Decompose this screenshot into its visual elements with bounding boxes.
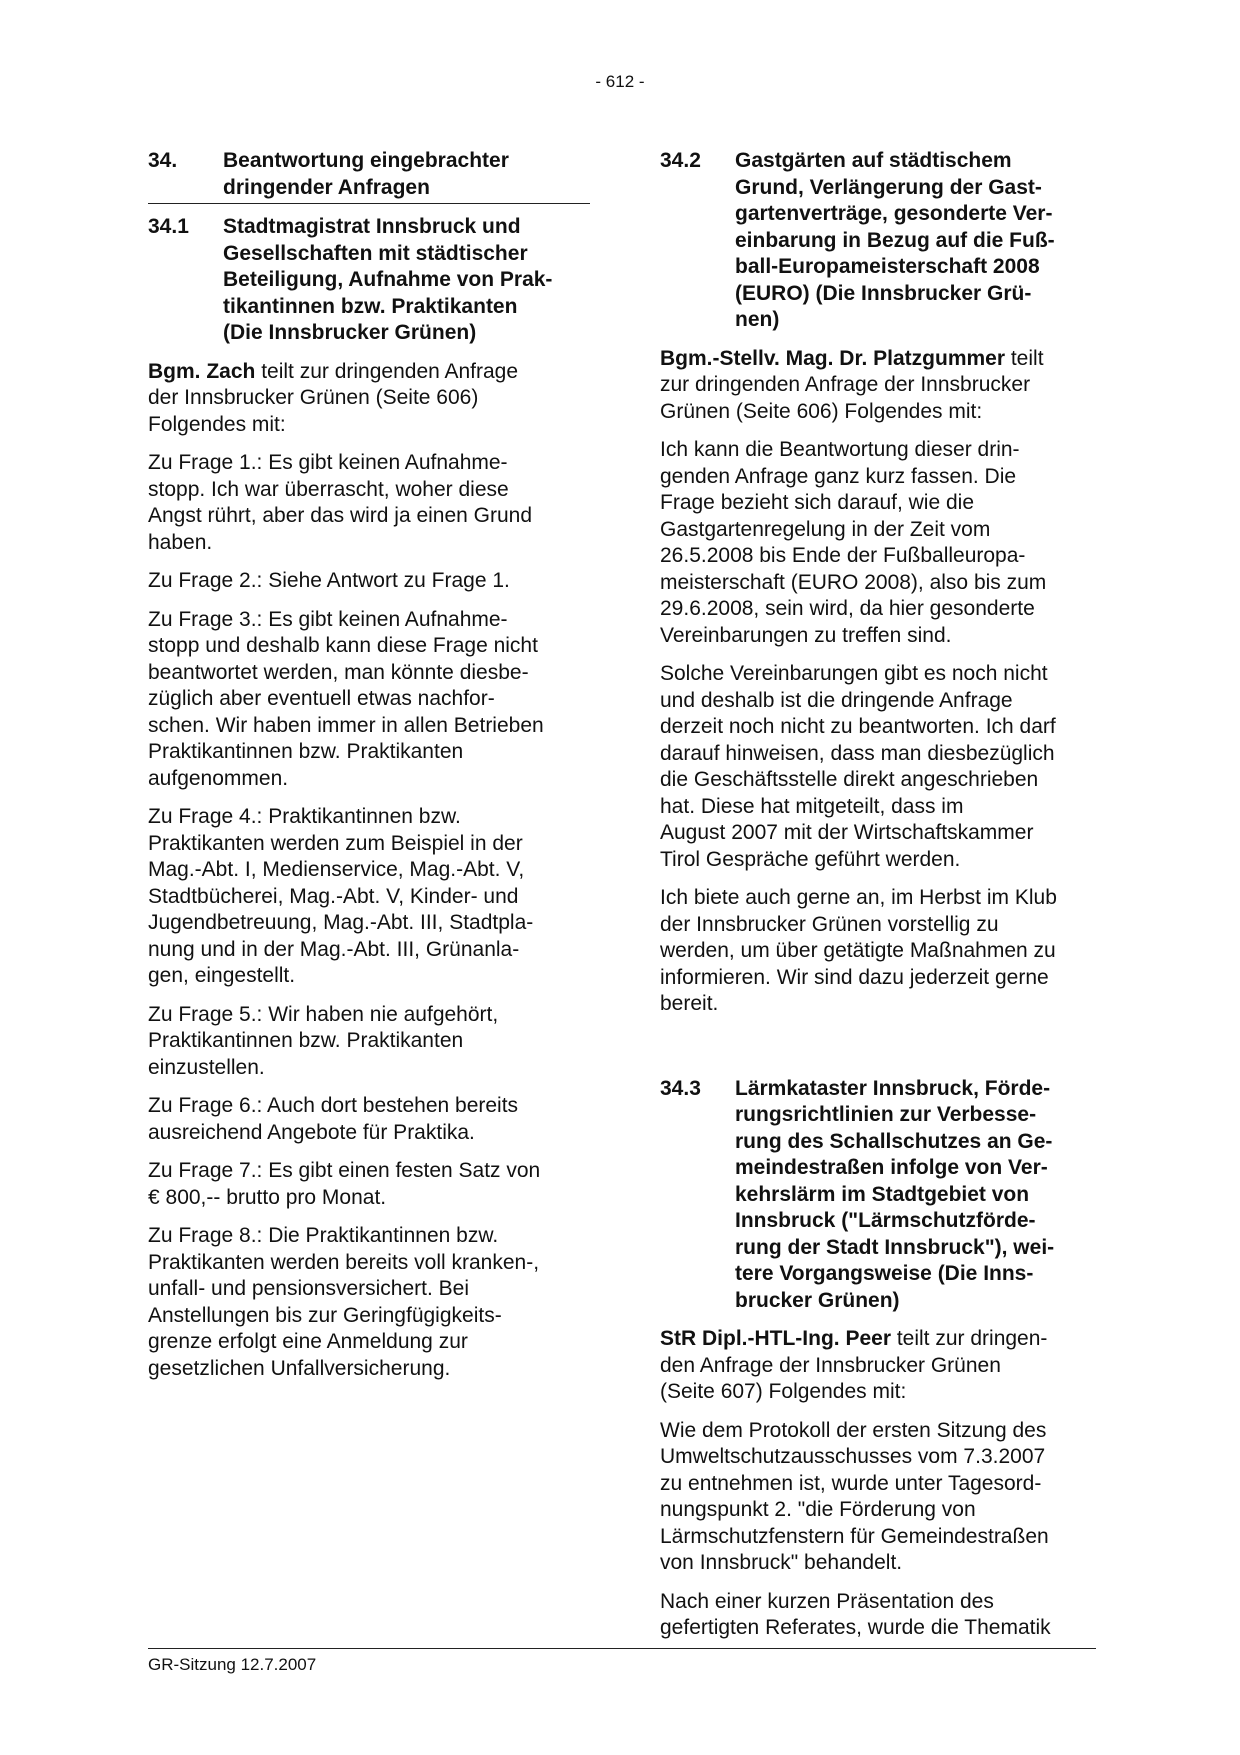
text-line: aufgenommen.	[148, 766, 289, 790]
title-line: einbarung in Bezug auf die Fuß-	[735, 228, 1055, 252]
text-line: grenze erfolgt eine Anmeldung zur	[148, 1330, 468, 1353]
text-line: 29.6.2008, sein wird, da hier gesonderte	[660, 597, 1035, 620]
title-line: (EURO) (Die Innsbrucker Grü-	[735, 281, 1032, 305]
text-line: Praktikantinnen bzw. Praktikanten	[148, 1029, 464, 1052]
section-number: 34.	[148, 149, 178, 172]
text-line: Praktikanten werden zum Beispiel in der	[148, 831, 523, 855]
text-line: Zu Frage 2.: Siehe Antwort zu Frage 1.	[148, 569, 510, 592]
title-line: Innsbruck ("Lärmschutzförde-	[735, 1209, 1036, 1232]
section-number: 34.2	[660, 149, 701, 172]
text-line: nungspunkt 2. "die Förderung von	[660, 1498, 976, 1521]
text-line: Zu Frage 4.: Praktikantinnen bzw.	[148, 805, 461, 828]
right-column	[660, 148, 1096, 1654]
text-line	[660, 346, 1096, 373]
text-line: der Innsbrucker Grünen (Seite 606)	[148, 386, 479, 409]
answer-paragraph	[148, 1223, 590, 1382]
text-line: derzeit noch nicht zu beantworten. Ich darf	[660, 715, 1056, 738]
text-line: Angst rührt, aber das wird ja einen Grund	[148, 504, 533, 527]
text-line: Stadtbücherei, Mag.-Abt. V, Kinder- und	[148, 884, 519, 908]
text-line: beantwortet werden, man könnte diesbe-	[148, 660, 529, 684]
title-line: Stadtmagistrat Innsbruck und	[223, 215, 521, 238]
text-fragment: teilt zur dringenden Anfrage	[255, 359, 519, 383]
text-line: Praktikantinnen bzw. Praktikanten	[148, 740, 464, 763]
title-line: Gastgärten auf städtischem	[735, 149, 1012, 172]
text-line: Gastgartenregelung in der Zeit vom	[660, 517, 991, 541]
text-line: Tirol Gespräche geführt werden.	[660, 847, 961, 871]
text-line: Anstellungen bis zur Geringfügigkeits-	[148, 1303, 502, 1327]
title-line: Lärmkataster Innsbruck, Förde-	[735, 1076, 1051, 1100]
title-line: Grund, Verlängerung der Gast-	[735, 175, 1042, 199]
text-line: Zu Frage 5.: Wir haben nie aufgehört,	[148, 1002, 499, 1026]
answer-paragraph	[148, 1093, 590, 1146]
text-line: Zu Frage 8.: Die Praktikantinnen bzw.	[148, 1224, 499, 1247]
title-line: (Die Innsbrucker Grünen)	[223, 321, 477, 344]
text-line: einzustellen.	[148, 1055, 265, 1079]
text-line: hat. Diese hat mitgeteilt, dass im	[660, 794, 964, 818]
text-line: Nach einer kurzen Präsentation des	[660, 1589, 994, 1613]
text-line: werden, um über getätigte Maßnahmen zu	[660, 939, 1056, 962]
text-line: Frage bezieht sich darauf, wie die	[660, 491, 975, 514]
title-line: Beantwortung eingebrachter	[223, 149, 509, 172]
text-line: gen, eingestellt.	[148, 964, 296, 987]
page-number: - 612 -	[595, 72, 645, 91]
title-line: rung des Schallschutzes an Ge-	[735, 1129, 1053, 1153]
text-line: August 2007 mit der Wirtschaftskammer	[660, 821, 1034, 844]
text-line: Mag.-Abt. I, Medienservice, Mag.-Abt. V,	[148, 858, 525, 881]
text-line: informieren. Wir sind dazu jederzeit gerne	[660, 965, 1049, 989]
left-column	[148, 148, 590, 1394]
section-title	[223, 148, 590, 201]
title-line: tikantinnen bzw. Praktikanten	[223, 294, 518, 318]
answer-paragraph	[148, 450, 590, 556]
text-line: bereit.	[660, 992, 719, 1015]
text-line: Ich kann die Beantwortung dieser drin-	[660, 438, 1020, 461]
answer-paragraph	[660, 437, 1096, 649]
section-34-3-heading	[660, 1076, 1096, 1315]
text-line: zu entnehmen ist, wurde unter Tagesord-	[660, 1471, 1042, 1495]
intro-paragraph	[148, 359, 590, 439]
text-line: genden Anfrage ganz kurz fassen. Die	[660, 464, 1017, 488]
text-line: (Seite 607) Folgendes mit:	[660, 1380, 907, 1403]
text-line: schen. Wir haben immer in allen Betrieben	[148, 713, 544, 737]
section-34-2-heading	[660, 148, 1096, 334]
text-line: Wie dem Protokoll der ersten Sitzung des	[660, 1418, 1047, 1442]
section-title	[223, 214, 590, 347]
answer-paragraph	[148, 568, 590, 595]
text-line: Zu Frage 7.: Es gibt einen festen Satz von	[148, 1159, 541, 1182]
text-line	[660, 1326, 1096, 1353]
title-line: meindestraßen infolge von Ver-	[735, 1156, 1048, 1179]
intro-paragraph	[660, 346, 1096, 426]
answer-paragraph	[660, 1589, 1096, 1642]
section-title	[735, 1076, 1096, 1315]
text-line: nung und in der Mag.-Abt. III, Grünanla-	[148, 937, 520, 961]
text-line: Lärmschutzfenstern für Gemeindestraßen	[660, 1524, 1049, 1548]
speaker-name: Bgm. Zach	[148, 359, 256, 383]
text-line: Praktikanten werden bereits voll kranken-,	[148, 1250, 540, 1274]
title-line: kehrslärm im Stadtgebiet von	[735, 1182, 1030, 1206]
text-line: 26.5.2008 bis Ende der Fußballeuropa-	[660, 544, 1026, 567]
text-line: der Innsbrucker Grünen vorstellig zu	[660, 912, 999, 936]
text-line: Folgendes mit:	[148, 412, 286, 436]
title-line: brucker Grünen)	[735, 1288, 900, 1312]
answer-paragraph	[660, 885, 1096, 1018]
text-line: Zu Frage 1.: Es gibt keinen Aufnahme-	[148, 451, 508, 474]
text-line: von Innsbruck" behandelt.	[660, 1551, 903, 1574]
text-line: Grünen (Seite 606) Folgendes mit:	[660, 399, 983, 423]
answer-paragraph	[660, 661, 1096, 873]
text-line: Vereinbarungen zu treffen sind.	[660, 623, 952, 647]
title-line: dringender Anfragen	[223, 175, 430, 199]
title-line: rungsrichtlinien zur Verbesse-	[735, 1103, 1037, 1126]
text-line: gefertigten Referates, wurde die Thematik	[660, 1616, 1051, 1639]
text-line: die Geschäftsstelle direkt angeschrieben	[660, 768, 1039, 791]
text-line	[148, 359, 590, 386]
title-line: Beteiligung, Aufnahme von Prak-	[223, 268, 553, 291]
text-line: Umweltschutzausschusses vom 7.3.2007	[660, 1445, 1046, 1468]
section-number: 34.1	[148, 215, 189, 238]
text-line: darauf hinweisen, dass man diesbezüglich	[660, 741, 1055, 765]
text-line: züglich aber eventuell etwas nachfor-	[148, 687, 495, 710]
answer-paragraph	[148, 607, 590, 793]
text-line: gesetzlichen Unfallversicherung.	[148, 1356, 451, 1380]
text-line: Zu Frage 3.: Es gibt keinen Aufnahme-	[148, 607, 508, 631]
speaker-name: StR Dipl.-HTL-Ing. Peer	[660, 1327, 891, 1350]
text-line: Solche Vereinbarungen gibt es noch nicht	[660, 662, 1048, 685]
section-34-heading	[148, 148, 590, 204]
text-fragment: teilt zur dringen-	[891, 1327, 1048, 1350]
title-line: gartenverträge, gesonderte Ver-	[735, 202, 1053, 225]
section-34-1-heading	[148, 214, 590, 347]
text-line: unfall- und pensionsversichert. Bei	[148, 1277, 470, 1300]
text-line: Ich biete auch gerne an, im Herbst im Klub	[660, 886, 1057, 909]
title-line: Gesellschaften mit städtischer	[223, 241, 528, 265]
footer-text: GR-Sitzung 12.7.2007	[148, 1655, 317, 1674]
section-title	[735, 148, 1096, 334]
answer-paragraph	[148, 804, 590, 990]
text-line: den Anfrage der Innsbrucker Grünen	[660, 1353, 1001, 1377]
text-line: haben.	[148, 530, 213, 554]
section-number: 34.3	[660, 1076, 701, 1100]
intro-paragraph	[660, 1326, 1096, 1406]
title-line: tere Vorgangsweise (Die Inns-	[735, 1262, 1034, 1285]
answer-paragraph	[148, 1002, 590, 1082]
text-fragment: teilt	[1005, 346, 1044, 370]
text-line: meisterschaft (EURO 2008), also bis zum	[660, 570, 1047, 594]
text-line: ausreichend Angebote für Praktika.	[148, 1120, 475, 1144]
speaker-name: Bgm.-Stellv. Mag. Dr. Platzgummer	[660, 346, 1006, 370]
answer-paragraph	[148, 1158, 590, 1211]
text-line: und deshalb ist die dringende Anfrage	[660, 688, 1013, 712]
page-footer	[148, 1648, 1096, 1675]
text-line: zur dringenden Anfrage der Innsbrucker	[660, 373, 1031, 396]
text-line: Jugendbetreuung, Mag.-Abt. III, Stadtpla-	[148, 911, 534, 934]
answer-paragraph	[660, 1418, 1096, 1577]
text-line: stopp und deshalb kann diese Frage nicht	[148, 634, 538, 657]
title-line: rung der Stadt Innsbruck"), wei-	[735, 1235, 1055, 1259]
title-line: nen)	[735, 308, 780, 331]
text-line: Zu Frage 6.: Auch dort bestehen bereits	[148, 1094, 519, 1117]
text-line: € 800,-- brutto pro Monat.	[148, 1185, 387, 1209]
text-line: stopp. Ich war überrascht, woher diese	[148, 477, 509, 501]
title-line: ball-Europameisterschaft 2008	[735, 255, 1040, 278]
